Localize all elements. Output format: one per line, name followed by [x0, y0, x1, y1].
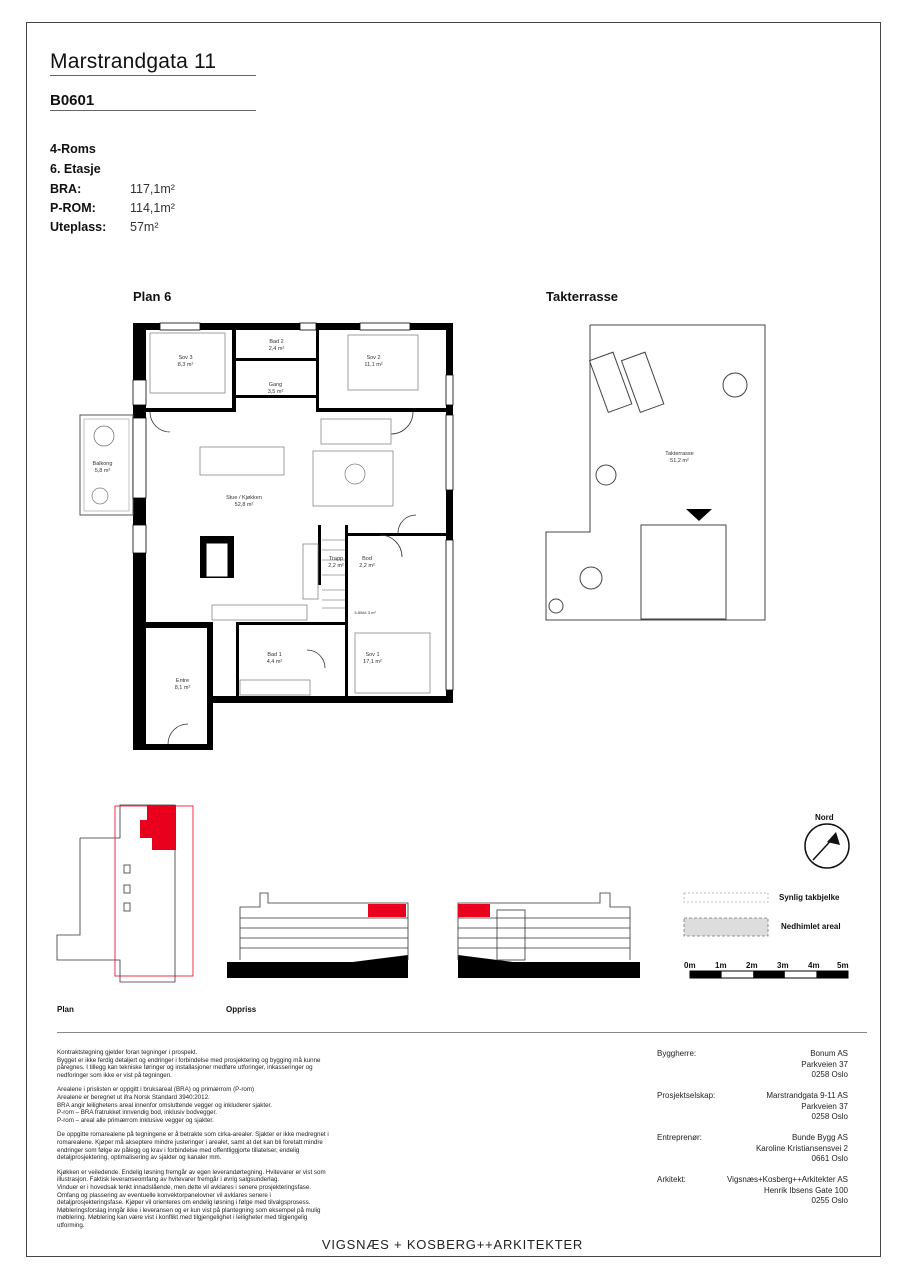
credit-arkitekt: Vigsnæs+Kosberg++Arkitekter AS Henrik Ibsens Gate 100 0255 Oslo	[726, 1175, 848, 1205]
room-label-balkong: Balkong 5,8 m²	[92, 461, 113, 474]
credit-role-byggherre: Byggherre:	[657, 1049, 697, 1058]
scale-tick-0: 0m	[684, 961, 696, 970]
room-label-trapp: Trapp 2,2 m²	[328, 556, 344, 569]
room-label-sov3: Sov 3 8,3 m²	[177, 355, 194, 368]
beam-swatch	[684, 893, 768, 902]
credit-role-entreprenor: Entreprenør:	[657, 1133, 702, 1142]
scale-tick-2: 2m	[746, 961, 758, 970]
plan-title: Plan 6	[133, 289, 172, 304]
terrace-title: Takterrasse	[546, 289, 619, 304]
rooms-count: 4-Roms	[50, 142, 96, 156]
floor-level: 6. Etasje	[50, 162, 101, 176]
credit-role-prosjektselskap: Prosjektselskap:	[657, 1091, 716, 1100]
spec-value-uteplass: 57m²	[130, 220, 159, 234]
room-label-sov2: Sov 2 11,1 m²	[364, 355, 383, 368]
scale-tick-4: 4m	[808, 961, 820, 970]
spec-label-bra: BRA:	[50, 182, 82, 196]
divider	[57, 1032, 867, 1033]
address-title: Marstrandgata 11	[50, 50, 217, 73]
spec-label-uteplass: Uteplass:	[50, 220, 107, 234]
scale-tick-5: 5m	[837, 961, 849, 970]
unit-highlight	[140, 805, 176, 850]
room-label-entre: Entre 8,1 m²	[174, 678, 191, 691]
legend-beam-label: Synlig takbjelke	[779, 893, 840, 902]
compass-icon	[805, 824, 849, 868]
elevation-2	[458, 893, 640, 978]
footer-firm: VIGSNÆS + KOSBERG++ARKITEKTER	[321, 1237, 584, 1252]
scale-bar	[690, 971, 848, 978]
room-label-takterrasse: Takterrasse 51,2 m²	[665, 451, 694, 464]
legend-lowered-label: Nedhimlet areal	[781, 922, 841, 931]
elevation-1	[227, 893, 408, 978]
room-label-sov1: Sov 1 17,1 m²	[363, 652, 382, 665]
credit-byggherre: Bonum AS Parkveien 37 0258 Oslo	[801, 1049, 848, 1079]
room-label-gang: Gang 3,5 m²	[267, 382, 284, 395]
credit-prosjektselskap: Marstrandgata 9-11 AS Parkveien 37 0258 Oslo	[766, 1091, 848, 1121]
elevation-caption: Oppriss	[226, 1005, 257, 1014]
stair-note: 3-8084 3 m²	[354, 610, 376, 615]
room-label-bod: Bod 2,2 m²	[359, 556, 375, 569]
credit-role-arkitekt: Arkitekt:	[657, 1175, 686, 1184]
compass-label: Nord	[815, 813, 834, 822]
key-plan-caption: Plan	[57, 1005, 74, 1014]
room-label-stue: Stue / Kjøkken 52,8 m²	[226, 495, 262, 508]
scale-tick-1: 1m	[715, 961, 727, 970]
disclaimer-text: Kontraktstegning gjelder foran tegninger i prospekt. Bygget er ikke ferdig detaljert og endringer i forbindelse med prosjektering og bygging må kunne påregnes. I tillegg kan tekniske føringer og installasjoner medføre utforinger, inkasseringer og nedforinger som ikke er vist på tegningen. Arealene i prislisten er oppgitt i bruksareal (BRA) og primærrom (P-rom) Arealene er beregnet ut ifra Norsk Standard 3940:2012. BRA angir leilighetens areal innenfor omsluttende vegger og inkluderer sjakter. P-rom – BRA fratrukket innvendig bod, inklusiv bodvegger. P-rom – areal alle primærrom inklusive vegger og sjakter. De oppgitte romarealene på tegningene er å betrakte som cirka-arealer. Sjakter er ikke medregnet i romarealene. Kjøper må akseptere mindre justeringer i arealet, samt at det kan bli foretatt mindre endringer som følge av pålegg og krav i forbindelse med offentliggjorte tillatelser, endelig detaljprosjektering, optimalisering av sjakter og kanaler mm. Kjøkken er veiledende. Endelig løsning fremgår av egen leverandørtegning. Hvitevarer er vist som illustrasjon. Faktisk leveranseomfang av hvitevarer fremgår i øvrig salgsunderlag. Vinduer er i hovedsak tenkt innadslående, men dette vil avklares i senere prosjekteringsfase. Omfang og plassering av eventuelle konvektorpanelovner vil avklares senere i detaljprosjekteringsfase. Kjøper vil orienteres om endelig løsning i følge med tilvalgsprosess. Møbleringsforslag inngår ikke i leveransen og er kun vist på plantegning som eksempel på mulig møblering. Møblering kan være vist i konflikt med tilgjengelighet i leiligheter med tilgjengelig utforming.	[57, 1049, 329, 1229]
lowered-swatch	[684, 918, 768, 936]
scale-tick-3: 3m	[777, 961, 789, 970]
room-label-bad1: Bad 1 4,4 m²	[266, 652, 283, 665]
unit-id: B0601	[50, 92, 95, 109]
spec-value-prom: 114,1m²	[130, 201, 175, 215]
credit-entreprenor: Bunde Bygg AS Karoline Kristiansensvei 2 0661 Oslo	[755, 1133, 848, 1163]
room-label-bad2: Bad 2 2,4 m²	[268, 339, 285, 352]
spec-label-prom: P-ROM:	[50, 201, 96, 215]
spec-value-bra: 117,1m²	[130, 182, 175, 196]
